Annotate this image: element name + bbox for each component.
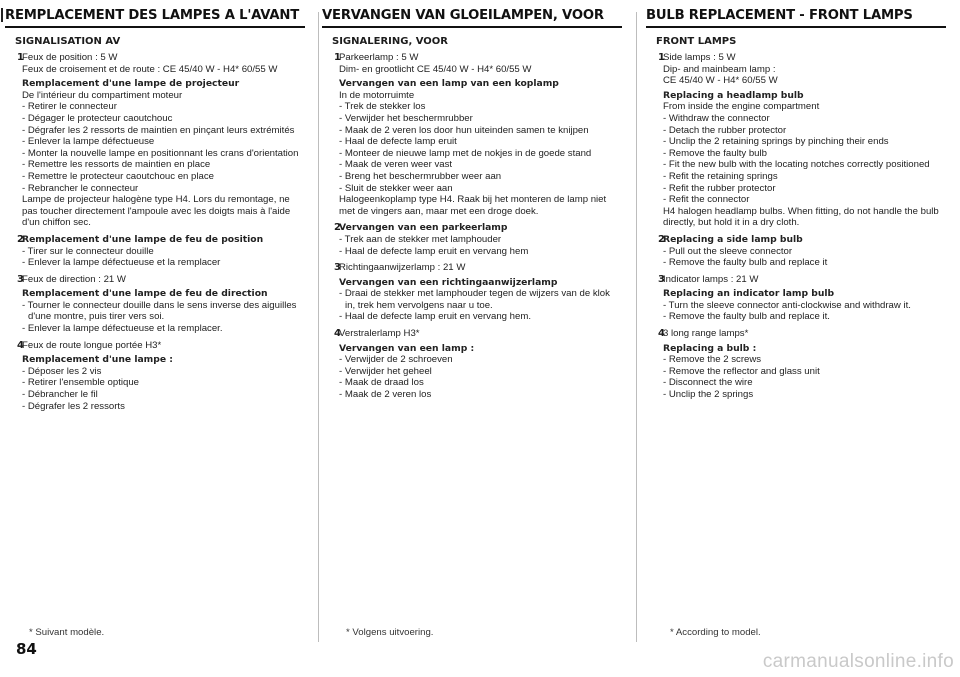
numbered-item xyxy=(646,328,946,401)
section-heading: FRONT LAMPS xyxy=(656,36,737,47)
instruction-step: - Enlever la lampe défectueuse et la remplacer xyxy=(22,257,221,269)
instruction-step: - Unclip the 2 retaining springs by pinching their ends xyxy=(663,136,889,148)
body-text: Indicator lamps : 21 W xyxy=(663,273,759,285)
item-number: 3 xyxy=(334,262,341,274)
subheading: Vervangen van een lamp : xyxy=(339,342,475,354)
column-dutch xyxy=(322,8,622,638)
instruction-step: - Trek de stekker los xyxy=(339,101,426,113)
section-banner-title: REMPLACEMENT DES LAMPES A L'AVANT xyxy=(5,8,305,28)
body-text: Parkeerlamp : 5 W xyxy=(339,52,419,63)
instruction-step: - Disconnect the wire xyxy=(663,377,753,389)
instruction-step: - Draai de stekker met lamphouder tegen de wijzers van de klok in, trek hem vervolgens naar u toe. xyxy=(339,288,610,311)
instruction-step: - Verwijder het beschermrubber xyxy=(339,112,473,124)
body-text: De l'intérieur du compartiment moteur xyxy=(22,89,183,101)
instruction-step: - Maak de 2 veren los xyxy=(339,389,432,401)
instruction-step: - Remove the faulty bulb xyxy=(663,147,767,159)
instruction-step: - Refit the connector xyxy=(663,194,750,206)
numbered-item xyxy=(322,222,622,257)
body-text: Verstralerlamp H3* xyxy=(339,328,420,340)
instruction-step: - Maak de veren weer vast xyxy=(339,159,453,171)
instruction-step: - Verwijder de 2 schroeven xyxy=(339,354,453,366)
body-text: Richtingaanwijzerlamp : 21 W xyxy=(339,262,466,274)
instruction-step: - Remove the faulty bulb and replace it xyxy=(663,257,828,269)
page-number: 84 xyxy=(16,640,37,658)
body-text: Feux de route longue portée H3* xyxy=(22,339,162,351)
body-text: Dim- en grootlicht CE 45/40 W - H4* 60/55 W xyxy=(339,63,532,75)
instruction-step: - Haal de defecte lamp eruit en vervang hem. xyxy=(339,311,531,323)
margin-mark xyxy=(1,8,3,22)
section-banner-title: BULB REPLACEMENT - FRONT LAMPS xyxy=(646,8,946,28)
footnote: * According to model. xyxy=(670,627,761,638)
numbered-item xyxy=(322,52,622,217)
instruction-step: - Déposer les 2 vis xyxy=(22,365,102,377)
instruction-step: - Dégrafer les 2 ressorts de maintien en pinçant leurs extrémités xyxy=(22,124,295,136)
instruction-step: - Monteer de nieuwe lamp met de nokjes in de goede stand xyxy=(339,147,592,159)
instruction-step: - Remettre les ressorts de maintien en place xyxy=(22,159,211,171)
subheading: Remplacement d'une lampe : xyxy=(22,354,173,366)
body-text: In de motorruimte xyxy=(339,89,415,101)
instruction-step: - Monter la nouvelle lampe en positionnant les crans d'orientation xyxy=(22,147,299,159)
instruction-step: - Refit the retaining springs xyxy=(663,170,778,182)
instruction-step: - Withdraw the connector xyxy=(663,112,770,124)
numbered-item xyxy=(5,234,305,269)
body-text: 3 long range lamps* xyxy=(663,328,749,340)
numbered-item xyxy=(5,52,305,229)
subheading: Remplacement d'une lampe de projecteur xyxy=(22,78,240,90)
instruction-step: - Enlever la lampe défectueuse xyxy=(22,136,155,148)
instruction-step: - Maak de 2 veren los door hun uiteinden samen te knijpen xyxy=(339,124,589,136)
subheading: Replacing a headlamp bulb xyxy=(663,89,804,101)
instruction-step: - Verwijder het geheel xyxy=(339,365,432,377)
numbered-item xyxy=(322,262,622,323)
body-text: CE 45/40 W - H4* 60/55 W xyxy=(663,75,778,87)
instruction-step: - Breng het beschermrubber weer aan xyxy=(339,170,502,182)
subheading: Replacing a bulb : xyxy=(663,342,757,354)
body-text: H4 halogen headlamp bulbs. When fitting, do not handle the bulb directly, but hold it in a dry cloth. xyxy=(663,205,939,229)
item-number: 2 xyxy=(17,233,24,245)
instruction-step: - Enlever la lampe défectueuse et la remplacer. xyxy=(22,323,223,335)
item-number: 4 xyxy=(17,339,24,351)
watermark: carmanualsonline.info xyxy=(762,651,954,672)
section-heading: SIGNALISATION AV xyxy=(15,36,121,47)
body-text: Side lamps : 5 W xyxy=(663,52,736,63)
subheading: Remplacement d'une lampe de feu de position xyxy=(22,233,264,245)
item-number: 4 xyxy=(334,328,341,340)
numbered-item xyxy=(646,234,946,269)
body-text: Dip- and mainbeam lamp : xyxy=(663,63,776,75)
instruction-step: - Turn the sleeve connector anti-clockwise and withdraw it. xyxy=(663,299,911,311)
body-text: Feux de direction : 21 W xyxy=(22,273,126,285)
instruction-step: - Remettre le protecteur caoutchouc en place xyxy=(22,170,214,182)
body-text: Halogeenkoplamp type H4. Raak bij het monteren de lamp niet met de vingers aan, maar met een droge doek. xyxy=(339,194,607,217)
subheading: Vervangen van een lamp van een koplamp xyxy=(339,78,559,90)
numbered-item xyxy=(646,274,946,323)
instruction-step: - Detach the rubber protector xyxy=(663,124,787,136)
numbered-item xyxy=(646,52,946,229)
column-english xyxy=(646,8,946,638)
instruction-step: - Unclip the 2 springs xyxy=(663,389,754,401)
instruction-step: - Sluit de stekker weer aan xyxy=(339,182,453,194)
instruction-step: - Remove the reflector and glass unit xyxy=(663,365,820,377)
instruction-step: - Retirer le connecteur xyxy=(22,101,117,113)
instruction-step: - Remove the 2 screws xyxy=(663,354,762,366)
body-text: Lampe de projecteur halogène type H4. Lors du remontage, ne pas toucher directement l'ampoule avec les doigts mais à l'aide d'un chiffon sec. xyxy=(22,194,291,229)
column-divider xyxy=(636,12,637,642)
footnote: * Volgens uitvoering. xyxy=(346,627,434,638)
instruction-step: - Pull out the sleeve connector xyxy=(663,245,793,257)
item-number: 4 xyxy=(658,328,665,340)
subheading: Vervangen van een parkeerlamp xyxy=(339,222,508,234)
subheading: Replacing a side lamp bulb xyxy=(663,233,803,245)
subheading: Replacing an indicator lamp bulb xyxy=(663,288,835,300)
instruction-step: - Haal de defecte lamp eruit xyxy=(339,136,457,148)
footnote: * Suivant modèle. xyxy=(29,627,105,638)
instruction-step: - Dégrafer les 2 ressorts xyxy=(22,400,125,412)
section-banner-title: VERVANGEN VAN GLOEILAMPEN, VOOR xyxy=(322,8,622,28)
item-number: 1 xyxy=(17,52,24,63)
instruction-step: - Fit the new bulb with the locating notches correctly positioned xyxy=(663,159,930,171)
instruction-step: - Refit the rubber protector xyxy=(663,182,776,194)
instruction-step: - Retirer l'ensemble optique xyxy=(22,377,140,389)
instruction-step: - Tourner le connecteur douille dans le sens inverse des aiguilles d'une montre, puis tirer vers soi. xyxy=(22,299,297,323)
item-number: 3 xyxy=(658,273,665,285)
section-heading: SIGNALERING, VOOR xyxy=(332,36,448,47)
item-number: 1 xyxy=(334,52,341,63)
instruction-step: - Dégager le protecteur caoutchouc xyxy=(22,112,173,124)
numbered-item xyxy=(5,274,305,335)
item-number: 1 xyxy=(658,52,665,63)
body-text: Feux de position : 5 W xyxy=(22,52,118,63)
instruction-step: - Maak de draad los xyxy=(339,377,424,389)
column-divider xyxy=(318,12,319,642)
subheading: Remplacement d'une lampe de feu de direction xyxy=(22,288,268,300)
item-number: 2 xyxy=(658,233,665,245)
instruction-step: - Haal de defecte lamp eruit en vervang hem xyxy=(339,245,529,257)
subheading: Vervangen van een richtingaanwijzerlamp xyxy=(339,276,558,288)
instruction-step: - Débrancher le fil xyxy=(22,389,98,401)
instruction-step: - Trek aan de stekker met lamphouder xyxy=(339,233,502,245)
body-text: From inside the engine compartment xyxy=(663,101,820,113)
instruction-step: - Tirer sur le connecteur douille xyxy=(22,245,154,257)
item-number: 2 xyxy=(334,222,341,234)
item-number: 3 xyxy=(17,273,24,285)
numbered-item xyxy=(5,340,305,413)
numbered-item xyxy=(322,328,622,401)
column-french xyxy=(5,8,305,638)
instruction-step: - Rebrancher le connecteur xyxy=(22,182,139,194)
instruction-step: - Remove the faulty bulb and replace it. xyxy=(663,311,830,323)
body-text: Feux de croisement et de route : CE 45/40 W - H4* 60/55 W xyxy=(22,63,278,75)
